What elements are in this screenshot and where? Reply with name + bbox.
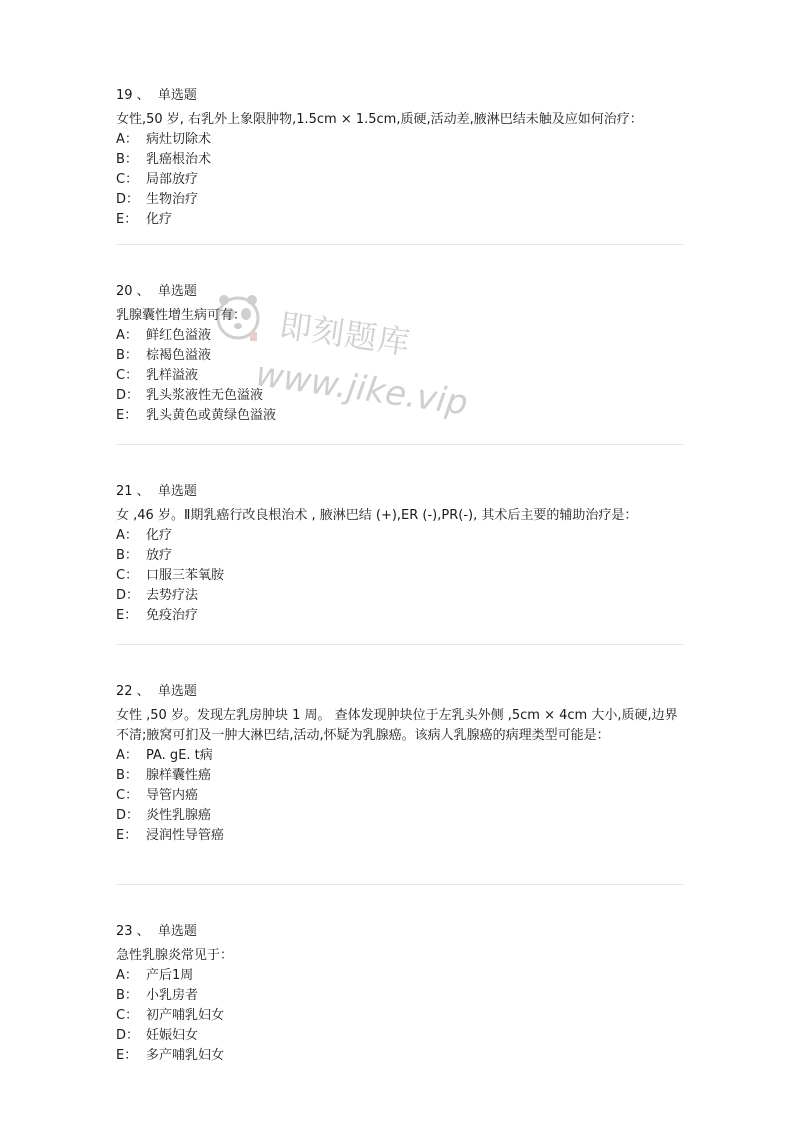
option-a	[116, 326, 688, 346]
question-header	[116, 682, 688, 702]
question-header	[116, 482, 688, 502]
option-letter: A：	[116, 748, 138, 763]
question-type: 单选题	[157, 684, 197, 699]
option-text: 口服三苯氧胺	[146, 568, 225, 583]
option-e	[116, 1046, 688, 1066]
option-text: 腺样囊性癌	[146, 768, 212, 783]
option-c	[116, 170, 688, 190]
option-letter: B：	[116, 152, 138, 167]
option-a	[116, 130, 688, 150]
option-letter: D：	[116, 808, 140, 823]
option-c	[116, 786, 688, 806]
option-e	[116, 826, 688, 846]
question-20	[116, 282, 688, 426]
option-letter: C：	[116, 568, 139, 583]
question-stem: 女性 ,50 岁。发现左乳房肿块 1 周。 查体发现肿块位于左乳头外侧 ,5cm × 4cm 大小,质硬,边界不清;腋窝可扪及一肿大淋巴结,活动,怀疑为乳腺癌。该病人乳腺癌的病理类型可能是：	[116, 708, 678, 743]
option-text: 乳头黄色或黄绿色溢液	[146, 408, 277, 423]
option-text: 乳癌根治术	[146, 152, 212, 167]
option-letter: B：	[116, 548, 138, 563]
option-letter: C：	[116, 172, 139, 187]
option-text: 棕褐色溢液	[146, 348, 212, 363]
option-c	[116, 366, 688, 386]
option-letter: C：	[116, 788, 139, 803]
option-letter: A：	[116, 968, 138, 983]
question-21	[116, 482, 688, 626]
option-text: 炎性乳腺癌	[146, 808, 212, 823]
option-text: 浸润性导管癌	[146, 828, 225, 843]
option-text: 产后1周	[146, 968, 194, 983]
question-number: 19 、	[116, 88, 150, 103]
question-stem: 女性,50 岁, 右乳外上象限肿物,1.5cm × 1.5cm,质硬,活动差,腋淋巴结未触及应如何治疗：	[116, 112, 643, 127]
question-number: 22 、	[116, 684, 150, 699]
option-text: 妊娠妇女	[146, 1028, 199, 1043]
option-d	[116, 586, 688, 606]
option-text: 病灶切除术	[146, 132, 212, 147]
option-letter: D：	[116, 388, 140, 403]
option-text: 乳头浆液性无色溢液	[146, 388, 264, 403]
option-a	[116, 966, 688, 986]
option-letter: E：	[116, 408, 138, 423]
option-letter: D：	[116, 1028, 140, 1043]
option-letter: B：	[116, 988, 138, 1003]
option-letter: E：	[116, 828, 138, 843]
option-c	[116, 566, 688, 586]
question-number: 23 、	[116, 924, 150, 939]
option-text: 化疗	[146, 212, 173, 227]
question-header	[116, 282, 688, 302]
question-number: 20 、	[116, 284, 150, 299]
option-e	[116, 606, 688, 626]
question-stem: 女 ,46 岁。Ⅱ期乳癌行改良根治术 , 腋淋巴结 (+),ER (-),PR(-), 其术后主要的辅助治疗是：	[116, 508, 638, 523]
watermark-url: www.jike.vip	[253, 354, 471, 424]
option-d	[116, 806, 688, 826]
question-type: 单选题	[157, 924, 197, 939]
option-letter: E：	[116, 212, 138, 227]
option-text: 乳样溢液	[146, 368, 199, 383]
option-text: 生物治疗	[146, 192, 199, 207]
option-text: 多产哺乳妇女	[146, 1048, 225, 1063]
option-letter: A：	[116, 328, 138, 343]
option-text: 导管内癌	[146, 788, 199, 803]
option-text: 放疗	[146, 548, 173, 563]
question-23	[116, 922, 688, 1066]
option-b	[116, 766, 688, 786]
question-22	[116, 682, 688, 846]
question-type: 单选题	[157, 484, 197, 499]
question-19	[116, 86, 688, 230]
question-number: 21 、	[116, 484, 150, 499]
divider	[116, 884, 684, 885]
option-d	[116, 386, 688, 406]
question-header	[116, 86, 688, 106]
option-letter: A：	[116, 528, 138, 543]
option-text: 初产哺乳妇女	[146, 1008, 225, 1023]
option-d	[116, 1026, 688, 1046]
option-letter: E：	[116, 1048, 138, 1063]
option-text: 化疗	[146, 528, 173, 543]
option-d	[116, 190, 688, 210]
option-e	[116, 210, 688, 230]
option-letter: B：	[116, 768, 138, 783]
question-stem: 急性乳腺炎常见于：	[116, 948, 234, 963]
divider	[116, 444, 684, 445]
option-letter: C：	[116, 1008, 139, 1023]
option-a	[116, 746, 688, 766]
option-text: 局部放疗	[146, 172, 199, 187]
watermark-name: 即刻题库	[277, 306, 414, 363]
option-b	[116, 346, 688, 366]
option-letter: D：	[116, 192, 140, 207]
option-letter: E：	[116, 608, 138, 623]
question-type: 单选题	[157, 88, 197, 103]
option-b	[116, 150, 688, 170]
option-letter: D：	[116, 588, 140, 603]
option-a	[116, 526, 688, 546]
option-text: PA. gE. t病	[146, 748, 213, 763]
option-text: 免疫治疗	[146, 608, 199, 623]
divider	[116, 244, 684, 245]
question-stem: 乳腺囊性增生病可有：	[116, 308, 247, 323]
option-text: 鲜红色溢液	[146, 328, 212, 343]
option-text: 小乳房者	[146, 988, 199, 1003]
option-letter: A：	[116, 132, 138, 147]
option-c	[116, 1006, 688, 1026]
option-letter: B：	[116, 348, 138, 363]
option-e	[116, 406, 688, 426]
option-b	[116, 986, 688, 1006]
option-letter: C：	[116, 368, 139, 383]
option-b	[116, 546, 688, 566]
divider	[116, 644, 684, 645]
question-header	[116, 922, 688, 942]
question-type: 单选题	[157, 284, 197, 299]
option-text: 去势疗法	[146, 588, 199, 603]
